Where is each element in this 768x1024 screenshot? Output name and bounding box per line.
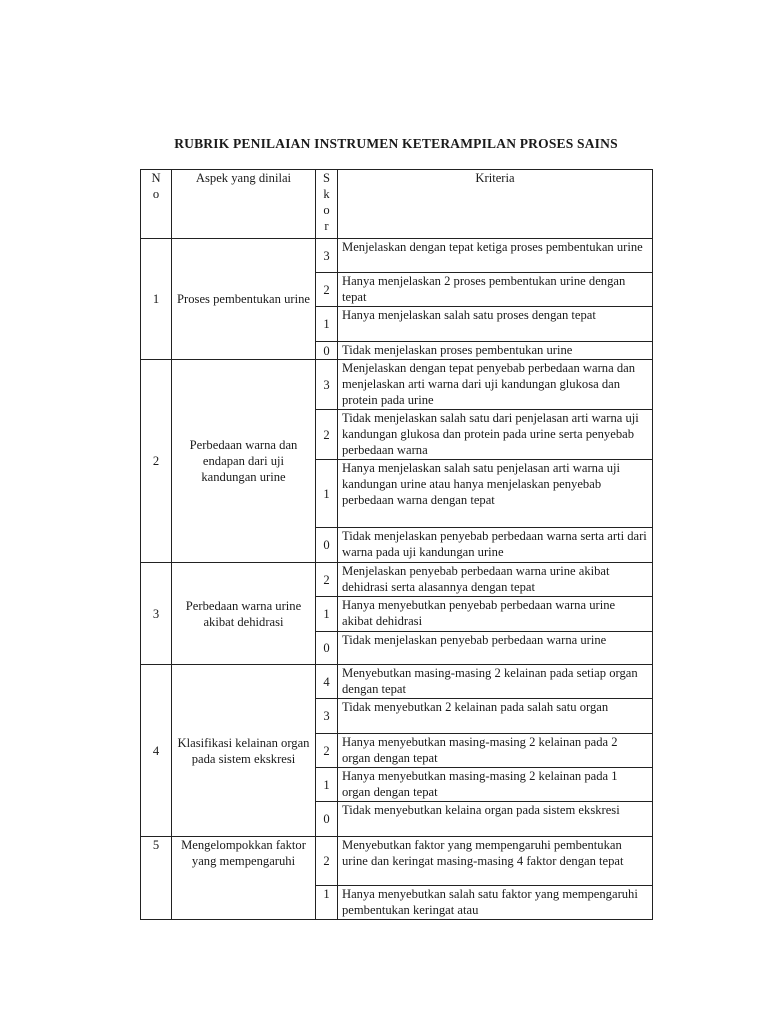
score-cell: 1 [316,886,338,920]
aspect-cell: Klasifikasi kelainan organ pada sistem ekskresi [172,665,316,837]
criteria-cell: Hanya menjelaskan salah satu penjelasan arti warna uji kandungan urine atau hanya menjelaskan penyebab perbedaan warna dengan tepat [338,460,653,528]
rubric-body [141,170,653,920]
item-number: 3 [141,563,172,665]
header-no [141,170,172,239]
criteria-cell: Tidak menjelaskan salah satu dari penjelasan arti warna uji kandungan glukosa dan protein pada urine serta penyebab perbedaan warna [338,410,653,460]
criteria-cell: Hanya menyebutkan penyebab perbedaan warna urine akibat dehidrasi [338,597,653,632]
criteria-cell: Menyebutkan faktor yang mempengaruhi pembentukan urine dan keringat masing-masing 4 faktor dengan tepat [338,837,653,886]
rubric-row [141,360,653,410]
score-cell: 1 [316,307,338,342]
score-cell: 4 [316,665,338,699]
criteria-cell: Menyebutkan masing-masing 2 kelainan pada setiap organ dengan tepat [338,665,653,699]
criteria-cell: Hanya menjelaskan salah satu proses dengan tepat [338,307,653,342]
score-cell: 0 [316,528,338,563]
criteria-cell: Tidak menjelaskan penyebab perbedaan warna serta arti dari warna pada uji kandungan urine [338,528,653,563]
header-no-char: o [152,187,160,201]
criteria-cell: Tidak menjelaskan penyebab perbedaan warna urine [338,632,653,665]
item-number: 2 [141,360,172,563]
aspect-cell: Mengelompokkan faktor yang mempengaruhi [172,837,316,920]
criteria-cell: Menjelaskan dengan tepat ketiga proses pembentukan urine [338,239,653,273]
score-cell: 2 [316,410,338,460]
criteria-cell: Hanya menjelaskan 2 proses pembentukan urine dengan tepat [338,273,653,307]
score-cell: 3 [316,239,338,273]
header-score-char: r [324,219,329,233]
rubric-row [141,563,653,597]
criteria-cell: Hanya menyebutkan masing-masing 2 kelainan pada 2 organ dengan tepat [338,734,653,768]
criteria-cell: Tidak menyebutkan kelaina organ pada sistem ekskresi [338,802,653,837]
score-cell: 1 [316,460,338,528]
criteria-cell: Menjelaskan dengan tepat penyebab perbedaan warna dan menjelaskan arti warna dari uji kandungan glukosa dan protein pada urine [338,360,653,410]
header-aspect: Aspek yang dinilai [172,170,316,239]
aspect-cell: Perbedaan warna urine akibat dehidrasi [172,563,316,665]
document-title: RUBRIK PENILAIAN INSTRUMEN KETERAMPILAN PROSES SAINS [174,136,618,151]
criteria-cell: Tidak menyebutkan 2 kelainan pada salah satu organ [338,699,653,734]
score-cell: 2 [316,734,338,768]
score-cell: 0 [316,342,338,360]
criteria-cell: Hanya menyebutkan masing-masing 2 kelainan pada 1 organ dengan tepat [338,768,653,802]
item-number: 4 [141,665,172,837]
item-number: 1 [141,239,172,360]
score-cell: 1 [316,768,338,802]
header-row [141,170,653,239]
header-score-char: k [323,187,330,201]
header-score-char: o [323,203,330,217]
score-cell: 1 [316,597,338,632]
score-cell: 2 [316,837,338,886]
criteria-cell: Hanya menyebutkan salah satu faktor yang mempengaruhi pembentukan keringat atau [338,886,653,920]
rubric-row [141,665,653,699]
criteria-cell: Menjelaskan penyebab perbedaan warna urine akibat dehidrasi serta alasannya dengan tepat [338,563,653,597]
header-no-char: N [151,171,161,185]
score-cell: 2 [316,563,338,597]
score-cell: 3 [316,699,338,734]
aspect-cell: Proses pembentukan urine [172,239,316,360]
score-cell: 0 [316,632,338,665]
item-number: 5 [141,837,172,920]
score-cell: 3 [316,360,338,410]
rubric-row [141,239,653,273]
rubric-table [140,169,653,920]
criteria-cell: Tidak menjelaskan proses pembentukan urine [338,342,653,360]
header-score [316,170,338,239]
rubric-row [141,837,653,886]
score-cell: 2 [316,273,338,307]
header-criteria: Kriteria [338,170,653,239]
score-cell: 0 [316,802,338,837]
aspect-cell: Perbedaan warna dan endapan dari uji kandungan urine [172,360,316,563]
header-score-char: S [322,171,330,185]
